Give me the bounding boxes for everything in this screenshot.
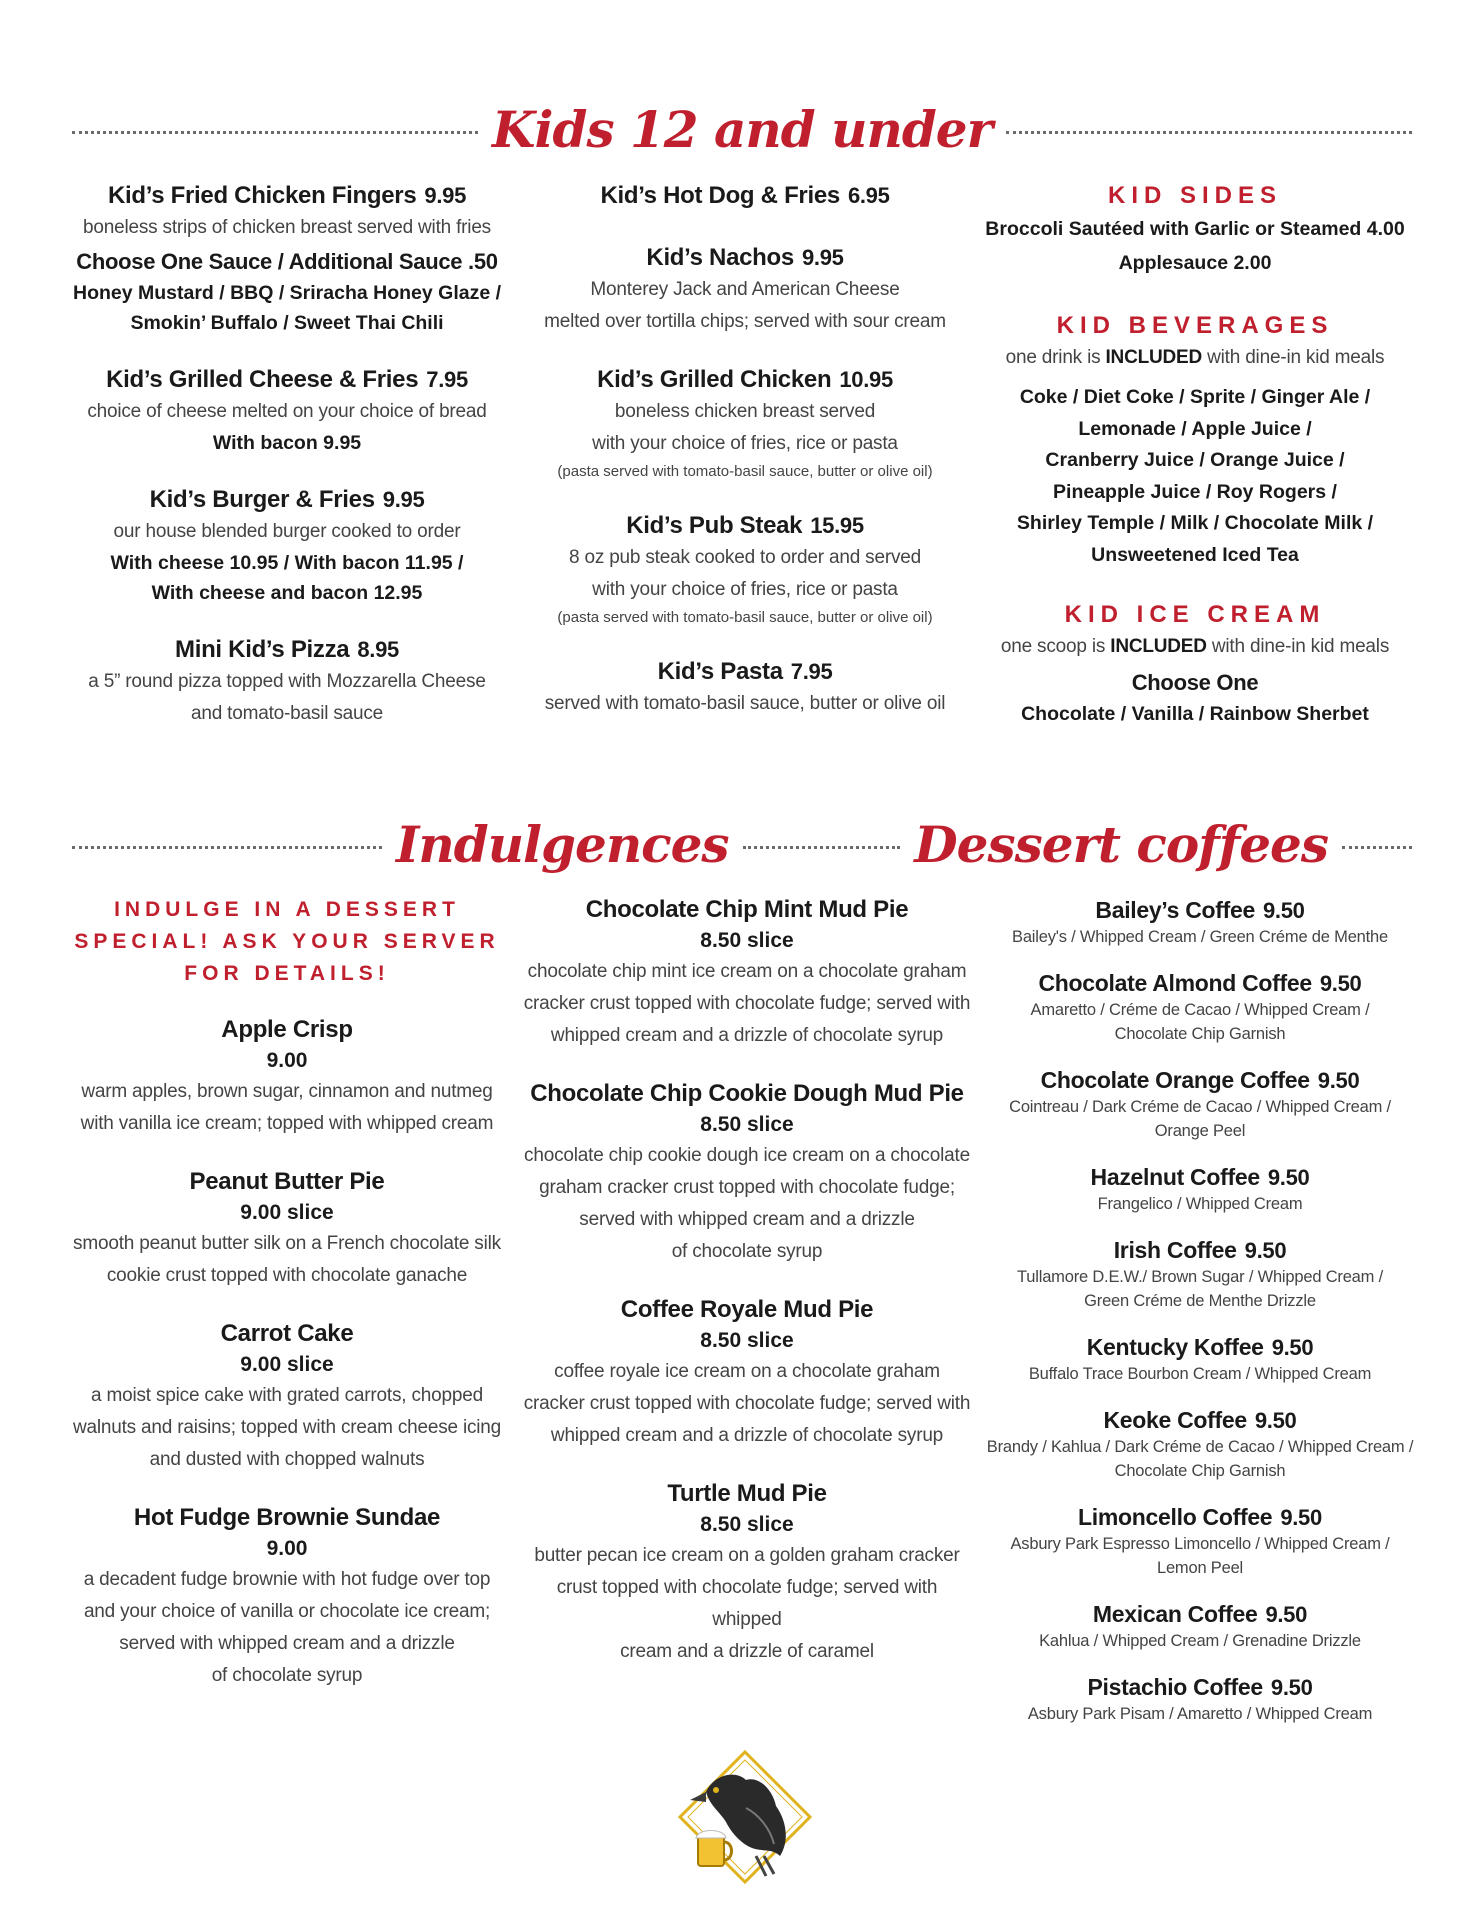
sauce-options: Smokin’ Buffalo / Sweet Thai Chili [130,312,444,334]
menu-item [72,1166,502,1292]
item-name: Kentucky Koffee [1086,1334,1264,1360]
raven-feet-icon [756,1856,774,1876]
coffee-item [985,1236,1415,1313]
item-name: Keoke Coffee [1103,1407,1247,1433]
dotted-rule [1342,846,1412,849]
item-description: a decadent fudge brownie with hot fudge over top [83,1569,491,1590]
item-name: Kid’s Fried Chicken Fingers [107,182,417,209]
item-description: Chocolate Chip Garnish [1114,1462,1286,1480]
kids-column-3 [980,180,1410,731]
item-price: 15.95 [810,513,864,538]
item-description: Cointreau / Dark Créme de Cacao / Whipped Cream / [1009,1098,1391,1116]
item-price: 9.50 [1254,1408,1297,1433]
kids-column-2 [530,180,960,746]
item-description: a 5” round pizza topped with Mozzarella Cheese [88,671,486,692]
item-name: Kid’s Hot Dog & Fries [600,182,840,209]
item-description: Lemon Peel [1156,1559,1244,1577]
item-description: choice of cheese melted on your choice of bread [87,401,487,422]
kid-beverages-title: KID BEVERAGES [1056,312,1334,339]
coffee-item [985,1163,1415,1216]
item-price: 9.95 [382,487,425,512]
raven-beak-icon [690,1792,706,1802]
item-price: 9.50 [1267,1165,1310,1190]
item-description: with vanilla ice cream; topped with whipped cream [80,1113,494,1134]
item-price: 9.50 [1265,1602,1308,1627]
menu-item [72,484,502,608]
dotted-rule [743,846,901,849]
item-name: Coffee Royale Mud Pie [620,1296,874,1323]
item-description: melted over tortilla chips; served with sour cream [544,311,946,332]
menu-item [72,1502,502,1692]
item-price: 9.95 [801,245,844,270]
item-name: Limoncello Coffee [1078,1504,1273,1530]
item-description: boneless chicken breast served [614,401,876,422]
item-description: Kahlua / Whipped Cream / Grenadine Drizzle [1039,1632,1361,1650]
item-description: Green Créme de Menthe Drizzle [1084,1292,1316,1310]
kid-ice-cream-title: KID ICE CREAM [1064,601,1326,628]
indulgences-column-1 [72,894,502,1718]
item-name: Mexican Coffee [1092,1601,1258,1627]
item-description: crust topped with chocolate fudge; served with whipped [556,1577,938,1630]
item-name: Chocolate Chip Cookie Dough Mud Pie [530,1080,964,1107]
kids-column-1 [72,180,502,756]
item-price: 9.00 slice [240,1353,334,1376]
item-price: 9.50 [1262,898,1305,923]
item-price: 9.50 [1317,1068,1360,1093]
ice-cream-note: one scoop is INCLUDED with dine-in kid meals [1000,636,1390,657]
kids-section-title: Kids 12 and under [492,100,992,159]
item-description: Bailey's / Whipped Cream / Green Créme de Menthe [1012,928,1388,946]
item-price: 7.95 [790,659,833,684]
coffee-item [985,1066,1415,1143]
item-name: Kid’s Pub Steak [626,512,803,539]
menu-item [522,1478,972,1668]
menu-item [530,510,960,630]
dotted-rule [72,131,478,134]
item-price: 8.50 slice [700,1113,794,1136]
menu-item [530,656,960,720]
beer-mug-icon [698,1836,724,1866]
item-note: (pasta served with tomato-basil sauce, butter or olive oil) [557,609,933,626]
beverage-list-line: Pineapple Juice / Roy Rogers / [1053,480,1337,503]
item-description: warm apples, brown sugar, cinnamon and nutmeg [81,1081,493,1102]
beverage-list-line: Unsweetened Iced Tea [1091,543,1299,566]
item-description: coffee royale ice cream on a chocolate graham [554,1361,940,1382]
item-description: Chocolate Chip Garnish [1114,1025,1286,1043]
dessert-coffees-section-title: Dessert coffees [914,815,1328,874]
item-price: 9.50 [1280,1505,1322,1530]
item-description: a moist spice cake with grated carrots, chopped [91,1385,483,1406]
menu-item [530,180,960,212]
item-description: with your choice of fries, rice or pasta [592,433,898,454]
item-description: cracker crust topped with chocolate fudge; served with [523,993,971,1014]
beverage-list-line: Lemonade / Apple Juice / [1078,417,1312,440]
item-name: Kid’s Grilled Cheese & Fries [106,366,419,393]
item-price: 8.50 slice [700,929,794,952]
item-price: 8.50 slice [700,1329,794,1352]
indulgences-section-header [72,815,1412,874]
kid-sides-title: KID SIDES [1107,182,1283,209]
item-note: (pasta served with tomato-basil sauce, butter or olive oil) [557,463,933,480]
beverage-list-line: Coke / Diet Coke / Sprite / Ginger Ale / [1019,386,1371,408]
item-price: 6.95 [847,183,890,208]
item-price: 8.50 slice [700,1513,794,1536]
item-price: 9.50 [1319,971,1362,996]
item-description: served with tomato-basil sauce, butter or olive oil [544,693,946,714]
item-price: 9.50 [1271,1335,1314,1360]
menu-item [522,894,972,1052]
beer-mug-handle-icon [724,1842,732,1860]
beer-foam-icon [696,1831,726,1839]
item-price: 9.50 [1270,1675,1313,1700]
item-option: With bacon 9.95 [212,432,362,454]
item-description: walnuts and raisins; topped with cream cheese icing [72,1417,502,1438]
item-description: Brandy / Kahlua / Dark Créme de Cacao / Whipped Cream / [986,1438,1414,1456]
beverage-list-line: Cranberry Juice / Orange Juice / [1045,449,1345,471]
item-name: Chocolate Chip Mint Mud Pie [585,896,909,923]
item-description: Asbury Park Pisam / Amaretto / Whipped Cream [1027,1705,1373,1723]
item-description: and your choice of vanilla or chocolate ice cream; [83,1601,491,1622]
item-description: served with whipped cream and a drizzle [579,1209,915,1230]
item-description: and tomato-basil sauce [190,703,384,724]
ice-cream-choose: Choose One [1131,670,1259,695]
indulgences-column-2 [522,894,972,1694]
item-description: graham cracker crust topped with chocolate fudge; [539,1177,955,1198]
item-description: of chocolate syrup [211,1665,363,1686]
item-description: Tullamore D.E.W./ Brown Sugar / Whipped Cream / [1017,1268,1383,1286]
item-description: chocolate chip mint ice cream on a chocolate graham [527,961,967,982]
item-option: With cheese 10.95 / With bacon 11.95 / [110,552,464,574]
item-name: Chocolate Almond Coffee [1038,970,1312,996]
item-price: 9.95 [424,183,467,208]
item-price: 9.00 [266,1049,308,1072]
menu-item [72,634,502,730]
item-name: Kid’s Nachos [646,244,794,271]
item-price: 9.00 [266,1537,308,1560]
item-name: Apple Crisp [221,1016,353,1043]
item-price: 8.95 [357,637,399,662]
item-description: Monterey Jack and American Cheese [590,279,900,300]
item-name: Mini Kid’s Pizza [175,636,350,663]
indulgences-section-title: Indulgences [396,815,729,874]
item-option: With cheese and bacon 12.95 [151,582,423,604]
item-description: chocolate chip cookie dough ice cream on a chocolate [524,1145,970,1166]
item-description: boneless strips of chicken breast served with fries [83,217,491,238]
menu-item [72,1014,502,1140]
item-description: Buffalo Trace Bourbon Cream / Whipped Cream [1028,1365,1372,1383]
beverage-list-line: Shirley Temple / Milk / Chocolate Milk / [1016,512,1374,534]
item-description: with your choice of fries, rice or pasta [592,579,898,600]
item-description: whipped cream and a drizzle of chocolate syrup [550,1025,944,1046]
item-description: and dusted with chopped walnuts [149,1449,425,1470]
item-name: Peanut Butter Pie [189,1168,385,1195]
menu-item [522,1078,972,1268]
coffee-item [985,969,1415,1046]
menu-item [72,364,502,458]
dessert-special-notice: INDULGE IN A DESSERT SPECIAL! ASK YOUR SERVER FOR DETAILS! [74,898,500,985]
item-description: cream and a drizzle of caramel [620,1641,874,1662]
menu-item [522,1294,972,1452]
coffee-item [985,1406,1415,1483]
item-price: 10.95 [839,367,893,392]
item-price: 7.95 [426,367,468,392]
item-description: cracker crust topped with chocolate fudge; served with [523,1393,971,1414]
item-description: Orange Peel [1154,1122,1246,1140]
item-name: Turtle Mud Pie [667,1480,827,1507]
item-description: of chocolate syrup [671,1241,823,1262]
beverage-note: one drink is INCLUDED with dine-in kid meals [1005,347,1385,368]
menu-item [72,180,502,338]
sauce-title: Choose One Sauce / Additional Sauce .50 [76,249,498,274]
coffee-item [985,1333,1415,1386]
item-name: Irish Coffee [1113,1237,1237,1263]
dotted-rule [1006,131,1412,134]
coffee-item [985,896,1415,949]
kids-section-header [72,100,1412,159]
item-description: cookie crust topped with chocolate ganache [106,1265,468,1286]
ice-cream-flavors: Chocolate / Vanilla / Rainbow Sherbet [1021,703,1369,725]
coffee-item [985,1673,1415,1726]
item-description: 8 oz pub steak cooked to order and served [569,547,921,568]
menu-item [530,242,960,338]
dessert-coffees-column [985,896,1415,1746]
item-name: Kid’s Burger & Fries [149,486,375,513]
raven-with-beer-mug-logo [676,1748,814,1886]
item-price: 9.00 slice [240,1201,334,1224]
item-name: Pistachio Coffee [1087,1674,1263,1700]
item-name: Carrot Cake [220,1320,354,1347]
item-name: Bailey’s Coffee [1095,897,1255,923]
side-item: Applesauce 2.00 [1118,252,1272,274]
raven-eye-icon [713,1787,719,1793]
item-description: served with whipped cream and a drizzle [119,1633,455,1654]
item-description: smooth peanut butter silk on a French chocolate silk [73,1233,501,1254]
item-description: Amaretto / Créme de Cacao / Whipped Cream / [1030,1001,1370,1019]
coffee-item [985,1503,1415,1580]
item-name: Kid’s Grilled Chicken [597,366,832,393]
menu-item [72,1318,502,1476]
dotted-rule [72,846,382,849]
item-description: whipped cream and a drizzle of chocolate syrup [550,1425,944,1446]
item-description: Asbury Park Espresso Limoncello / Whipped Cream / [1010,1535,1390,1553]
coffee-item [985,1600,1415,1653]
item-name: Chocolate Orange Coffee [1040,1067,1310,1093]
item-name: Hot Fudge Brownie Sundae [133,1504,441,1531]
item-description: our house blended burger cooked to order [113,521,461,542]
item-description: butter pecan ice cream on a golden graham cracker [534,1545,960,1566]
sauce-options: Honey Mustard / BBQ / Sriracha Honey Glaze / [72,282,502,304]
item-name: Hazelnut Coffee [1090,1164,1260,1190]
item-description: Frangelico / Whipped Cream [1097,1195,1303,1213]
item-name: Kid’s Pasta [657,658,783,685]
menu-item [530,364,960,484]
item-price: 9.50 [1244,1238,1287,1263]
side-item: Broccoli Sautéed with Garlic or Steamed 4.00 [985,218,1405,240]
